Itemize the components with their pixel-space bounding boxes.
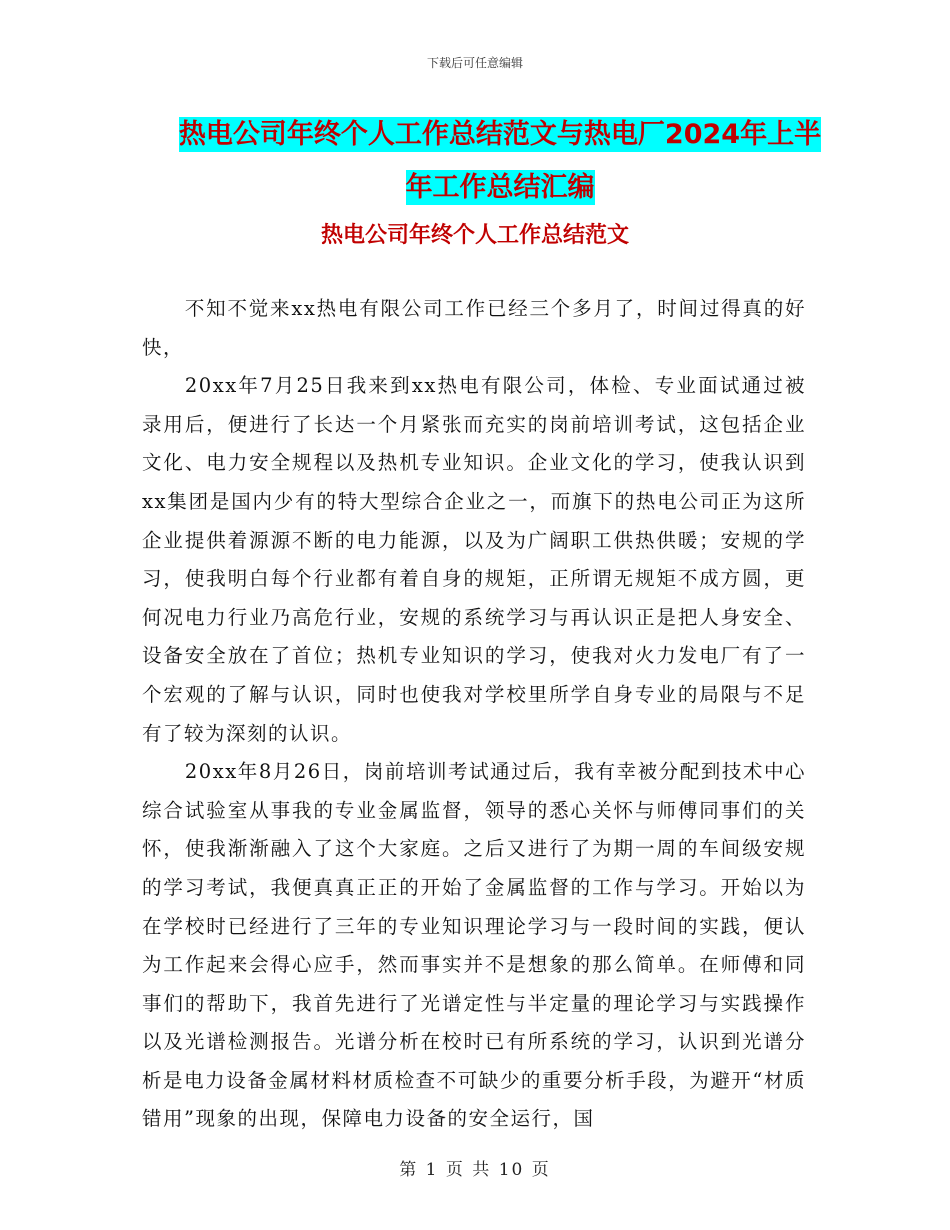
paragraph-2: 20xx年7月25日我来到xx热电有限公司，体检、专业面试通过被录用后，便进行了长达一个月紧张而充实的岗前培训考试，这包括企业文化、电力安全规程以及热机专业知识。企业文化的学习，使我认识到xx集团是国内少有的特大型综合企业之一，而旗下的热电公司正为这所企业提供着源源不断的电力能源，以及为广阔职工供热供暖；安规的学习，使我明白每个行业都有着自身的规矩，正所谓无规矩不成方圆，更何况电力行业乃高危行业，安规的系统学习与再认识正是把人身安全、设备安全放在了首位；热机专业知识的学习，使我对火力发电厂有了一个宏观的了解与认识，同时也使我对学校里所学自身专业的局限与不足有了较为深刻的认识。 <box>142 374 806 745</box>
body-text <box>142 290 806 1139</box>
paragraph-3: 20xx年8月26日，岗前培训考试通过后，我有幸被分配到技术中心综合试验室从事我的专业金属监督，领导的悉心关怀与师傅同事们的关怀，使我渐渐融入了这个大家庭。之后又进行了为期一周的车间级安规的学习考试，我便真真正正的开始了金属监督的工作与学习。开始以为在学校时已经进行了三年的专业知识理论学习与一段时间的实践，便认为工作起来会得心应手，然而事实并不是想象的那么简单。在师傅和同事们的帮助下，我首先进行了光谱定性与半定量的理论学习与实践操作以及光谱检测报告。光谱分析在校时已有所系统的学习，认识到光谱分析是电力设备金属材料材质检查不可缺少的重要分析手段，为避开“材质错用”现象的出现，保障电力设备的安全运行，国 <box>142 760 806 1131</box>
document-title-line-2: 年工作总结汇编 <box>405 172 595 203</box>
document-title <box>150 108 850 214</box>
document-title-line-1: 热电公司年终个人工作总结范文与热电厂2024年上半 <box>178 119 822 150</box>
page-footer: 第 1 页 共 10 页 <box>399 1160 551 1180</box>
section-title: 热电公司年终个人工作总结范文 <box>320 223 629 248</box>
header-note: 下载后可任意编辑 <box>426 56 523 70</box>
paragraph-1: 不知不觉来xx热电有限公司工作已经三个多月了，时间过得真的好快， <box>142 297 806 359</box>
